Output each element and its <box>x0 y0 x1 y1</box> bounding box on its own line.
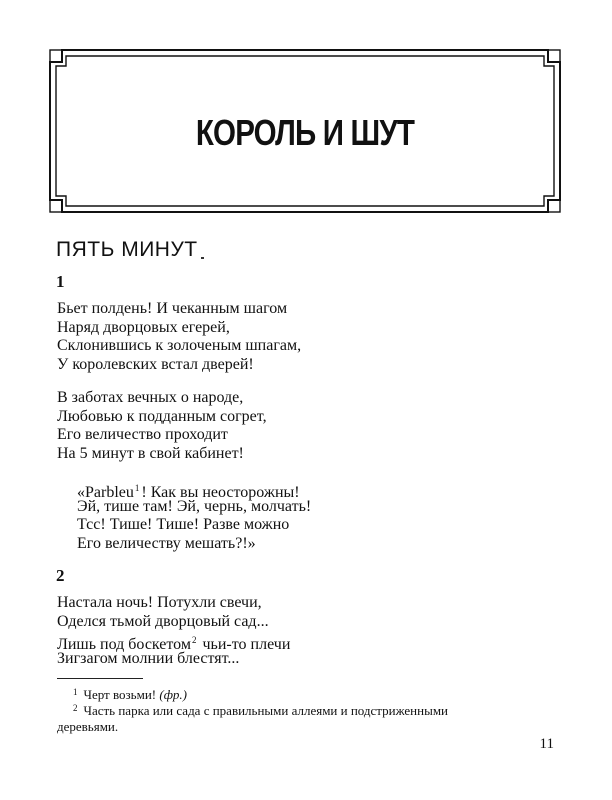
verse-text: ! Как вы неосторожны! <box>141 484 300 501</box>
poem-title: ПЯТЬ МИНУТ <box>56 238 198 261</box>
verse-line: На 5 минут в свой кабинет! <box>57 444 244 462</box>
stanza-2 <box>57 389 267 463</box>
verse-line: Склонившись к золоченым шпагам, <box>57 337 302 355</box>
footnote-divider <box>57 678 143 679</box>
footnote-mark: 2 <box>73 703 78 713</box>
verse-line <box>57 631 291 654</box>
footnote-ref-1: 1 <box>134 483 140 493</box>
verse-text: «Parbleu <box>77 484 134 501</box>
verse-line: Тсс! Тише! Тише! Разве можно <box>77 516 290 534</box>
verse-text: чьи-то плечи <box>198 636 291 654</box>
part-number-2: 2 <box>56 566 65 585</box>
footnote-text: Часть парка или сада с правильными аллеями и подстриженными <box>83 703 449 718</box>
footnote-line: деревьями. <box>57 719 119 734</box>
verse-line: Его величеству мешать?!» <box>77 534 256 552</box>
footnote-line <box>57 700 557 719</box>
footnote-mark: 1 <box>73 687 78 697</box>
verse-text: Лишь под боскетом <box>57 636 191 654</box>
part-number-1: 1 <box>56 272 65 291</box>
verse-line <box>77 479 311 501</box>
footnote-text: Черт возьми! <box>83 687 160 702</box>
page-number: 11 <box>539 736 554 752</box>
footnote-ref-2: 2 <box>192 635 197 646</box>
section-title: КОРОЛЬ И ШУТ <box>195 112 415 153</box>
verse-line: Оделся тьмой дворцовый сад... <box>57 612 269 630</box>
stanza-3 <box>77 479 311 553</box>
verse-line: Эй, тише там! Эй, чернь, молчать! <box>77 497 312 515</box>
print-speck <box>201 257 204 259</box>
verse-line: Его величество проходит <box>57 426 228 444</box>
verse-line: Любовью к подданным согрет, <box>57 407 267 425</box>
stanza-4 <box>57 594 290 668</box>
verse-line: Зигзагом молнии блестят... <box>57 649 240 667</box>
verse-line: Наряд дворцовых егерей, <box>57 318 230 336</box>
verse-line: Настала ночь! Потухли свечи, <box>57 594 262 611</box>
verse-line: У королевских встал дверей! <box>57 355 254 373</box>
verse-line: Бьет полдень! И чеканным шагом <box>57 300 288 317</box>
footnote-2 <box>57 700 557 735</box>
footnote-language: (фр.) <box>159 687 187 702</box>
verse-line: В заботах вечных о народе, <box>57 389 244 406</box>
stanza-1 <box>57 300 301 374</box>
